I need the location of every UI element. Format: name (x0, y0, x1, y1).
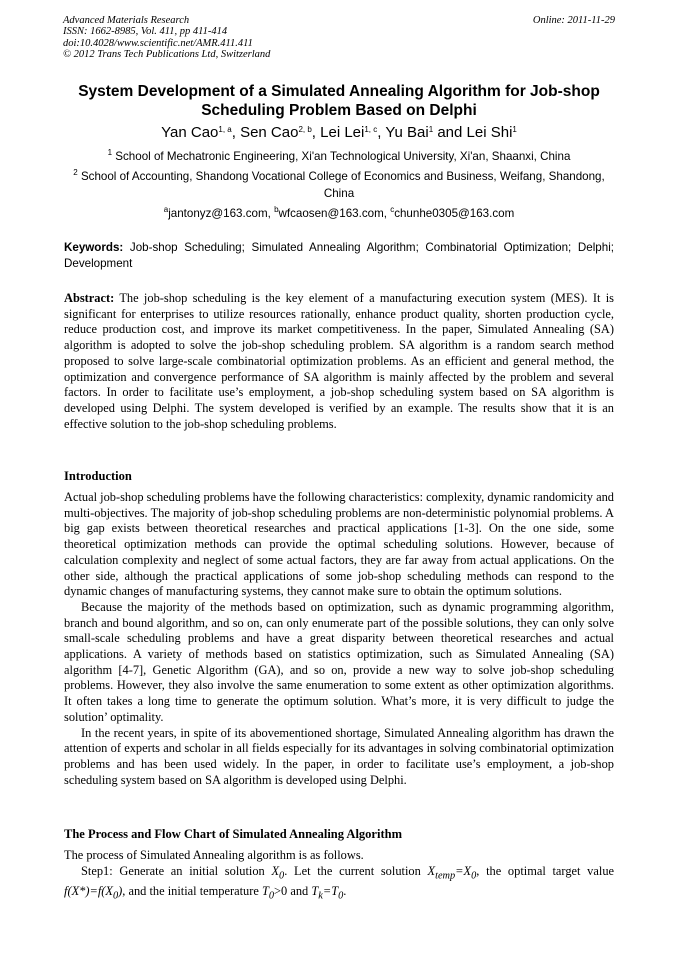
math-symbol: T (261, 883, 269, 898)
copyright-line: © 2012 Trans Tech Publications Ltd, Switzerland (63, 48, 271, 60)
math-subscript: 0 (268, 890, 275, 902)
abstract-label: Abstract: (64, 291, 115, 305)
paragraph: The process of Simulated Annealing algorithm is as follows. (64, 848, 364, 862)
keywords-text: Job-shop Scheduling; Simulated Annealing Algorithm; Combinatorial Optimization; Delphi; Development (64, 241, 614, 270)
author-separator: , (377, 124, 386, 141)
author-name: Yan Cao (161, 124, 219, 141)
math-symbol: = (322, 883, 332, 898)
paper-title: System Development of a Simulated Annealing Algorithm for Job-shop Scheduling Problem Based on Delphi (78, 83, 600, 119)
math-symbol: X (463, 863, 472, 878)
math-subscript: temp (435, 870, 456, 882)
author-affiliation-mark: 2, b (298, 125, 312, 134)
email-mark: c (390, 205, 395, 214)
author-name: Yu Bai (385, 124, 429, 141)
step-text: . (343, 883, 347, 898)
author (467, 124, 517, 141)
step-text: Step1: Generate an initial solution (81, 863, 272, 878)
author-separator: and (433, 124, 467, 141)
author-separator: , (231, 124, 241, 141)
step-text: . Let the current solution (284, 863, 428, 878)
affiliation-1 (70, 148, 608, 165)
introduction-body (64, 490, 614, 788)
section-heading-process: The Process and Flow Chart of Simulated Annealing Algorithm (64, 827, 402, 841)
email-separator: , (383, 207, 391, 220)
math-symbol: X (271, 863, 280, 878)
step-text: >0 and (274, 883, 312, 898)
author-affiliation-mark: 1, c (364, 125, 378, 134)
math-symbol: T (331, 883, 339, 898)
author-affiliation-mark: 1 (512, 125, 517, 134)
email-mark: b (274, 205, 279, 214)
author (161, 124, 240, 141)
journal-name: Advanced Materials Research (63, 15, 190, 26)
section-heading-introduction: Introduction (64, 469, 132, 483)
online-date: Online: 2011-11-29 (532, 15, 615, 26)
email-mark: a (163, 205, 169, 214)
math-subscript: 0 (338, 890, 344, 902)
author-name: Lei Shi (466, 124, 513, 141)
email-separator: , (267, 207, 275, 220)
math-var (64, 883, 123, 902)
process-body (64, 848, 614, 904)
step1-paragraph (64, 864, 614, 904)
abstract (64, 291, 614, 432)
affiliation-text: School of Mechatronic Engineering, Xi'an Technological University, Xi'an, Shaanxi, China (115, 150, 571, 163)
author (320, 124, 385, 141)
email-list (70, 205, 608, 222)
journal-header (63, 15, 615, 60)
math-symbol: = (455, 863, 464, 878)
author-name: Lei Lei (320, 124, 365, 141)
author-affiliation-mark: 1 (428, 125, 434, 134)
math-subscript: 0 (471, 870, 477, 882)
keywords-label: Keywords: (64, 241, 124, 254)
math-symbol: ) (118, 883, 123, 898)
affiliation-number: 2 (73, 168, 78, 177)
author-list (40, 123, 638, 143)
author-name: Sen Cao (240, 124, 299, 141)
author-separator: , (311, 124, 321, 141)
step-text: , the optimal target value (476, 863, 615, 878)
email-link[interactable]: chunhe0305@163.com (394, 207, 515, 220)
math-subscript: k (318, 890, 323, 902)
author-affiliation-mark: 1, a (218, 125, 232, 134)
affiliation-2 (70, 168, 608, 202)
math-var (271, 863, 285, 882)
keywords (64, 240, 614, 272)
email-link[interactable]: wfcaosen@163.com (278, 207, 384, 220)
math-symbol: X (427, 863, 436, 878)
paragraph: Because the majority of the methods based on optimization, such as dynamic programming algorithm, branch and bound algorithm, and so on, can only enumerate part of the possible solutions, they can only solve small-scale scheduling problems and have a great disparity between theoretical researches and actual applications. A variety of methods based on statistics optimization, such as Simulated Annealing (SA) algorithm [4-7], Genetic Algorithm (GA), and so on, provide a new way to solve job-shop scheduling problems. However, they also involve the same enumeration to some extent as other optimization algorithms. It often takes a long time to generate the optimum solution. What’s more, it is very difficult to judge the solution’ optimality. (64, 599, 614, 724)
math-symbol: f(X*)=f(X (64, 883, 113, 898)
affiliation-text: School of Accounting, Shandong Vocational College of Economics and Business, Weifang, Shandong, China (80, 170, 605, 200)
math-var (311, 883, 344, 902)
email-link[interactable]: jantonyz@163.com (168, 207, 268, 220)
issn-line: ISSN: 1662-8985, Vol. 411, pp 411-414 (63, 26, 228, 38)
math-subscript: 0 (279, 870, 285, 882)
affiliation-number: 1 (107, 148, 113, 157)
math-symbol: T (311, 883, 319, 898)
math-var (427, 863, 477, 882)
math-subscript: 0 (112, 890, 119, 902)
step-text: , and the initial temperature (122, 883, 262, 898)
author (385, 124, 466, 141)
math-var (261, 883, 275, 902)
paragraph: In the recent years, in spite of its abovementioned shortage, Simulated Annealing algorithm has drawn the attention of experts and scholar in all fields especially for its advantages in solving combinatorial optimization problems and has been used widely. In the paper, in order to facilitate use’s employment, a job-shop scheduling system based on SA algorithm is developed using Delphi. (64, 725, 614, 787)
author (240, 124, 320, 141)
doi-line: doi:10.4028/www.scientific.net/AMR.411.411 (63, 37, 253, 49)
paragraph: Actual job-shop scheduling problems have the following characteristics: complexity, dynamic randomicity and multi-objectives. The majority of job-shop scheduling problems are non-deterministic polynomial problems. A big gap exists between theoretical researches and practical applications [1-3]. On the one side, some theoretical optimization methods can provide the optimal scheduling solutions. However, because of calculation complexity and neglect of some actual factors, they are far away from actual applications. On the other side, although the practical applications of some job-shop scheduling methods can respond to the dynamic changes of manufacturing systems, they cannot make sure to obtain the optimum solutions. (64, 490, 614, 599)
abstract-text: The job-shop scheduling is the key element of a manufacturing execution system (MES). It is significant for enterprises to utilize resources rationally, enhance product quality, shorten production cycle, reduce production cost, and improve its market competitiveness. In the paper, Simulated Annealing (SA) algorithm is adopted to solve the job-shop scheduling problem. SA algorithm is a random search method proposed to solve large-scale combinatorial optimization problems. As an efficient and general method, the optimization and convergence performance of SA algorithm is mainly affected by the problem and several factors. In order to facilitate use’s employment, a job-shop scheduling system based on SA algorithm is developed using Delphi. The system developed is verified by an example. The results show that it is an effective solution to the job-shop scheduling problems. (64, 291, 614, 431)
